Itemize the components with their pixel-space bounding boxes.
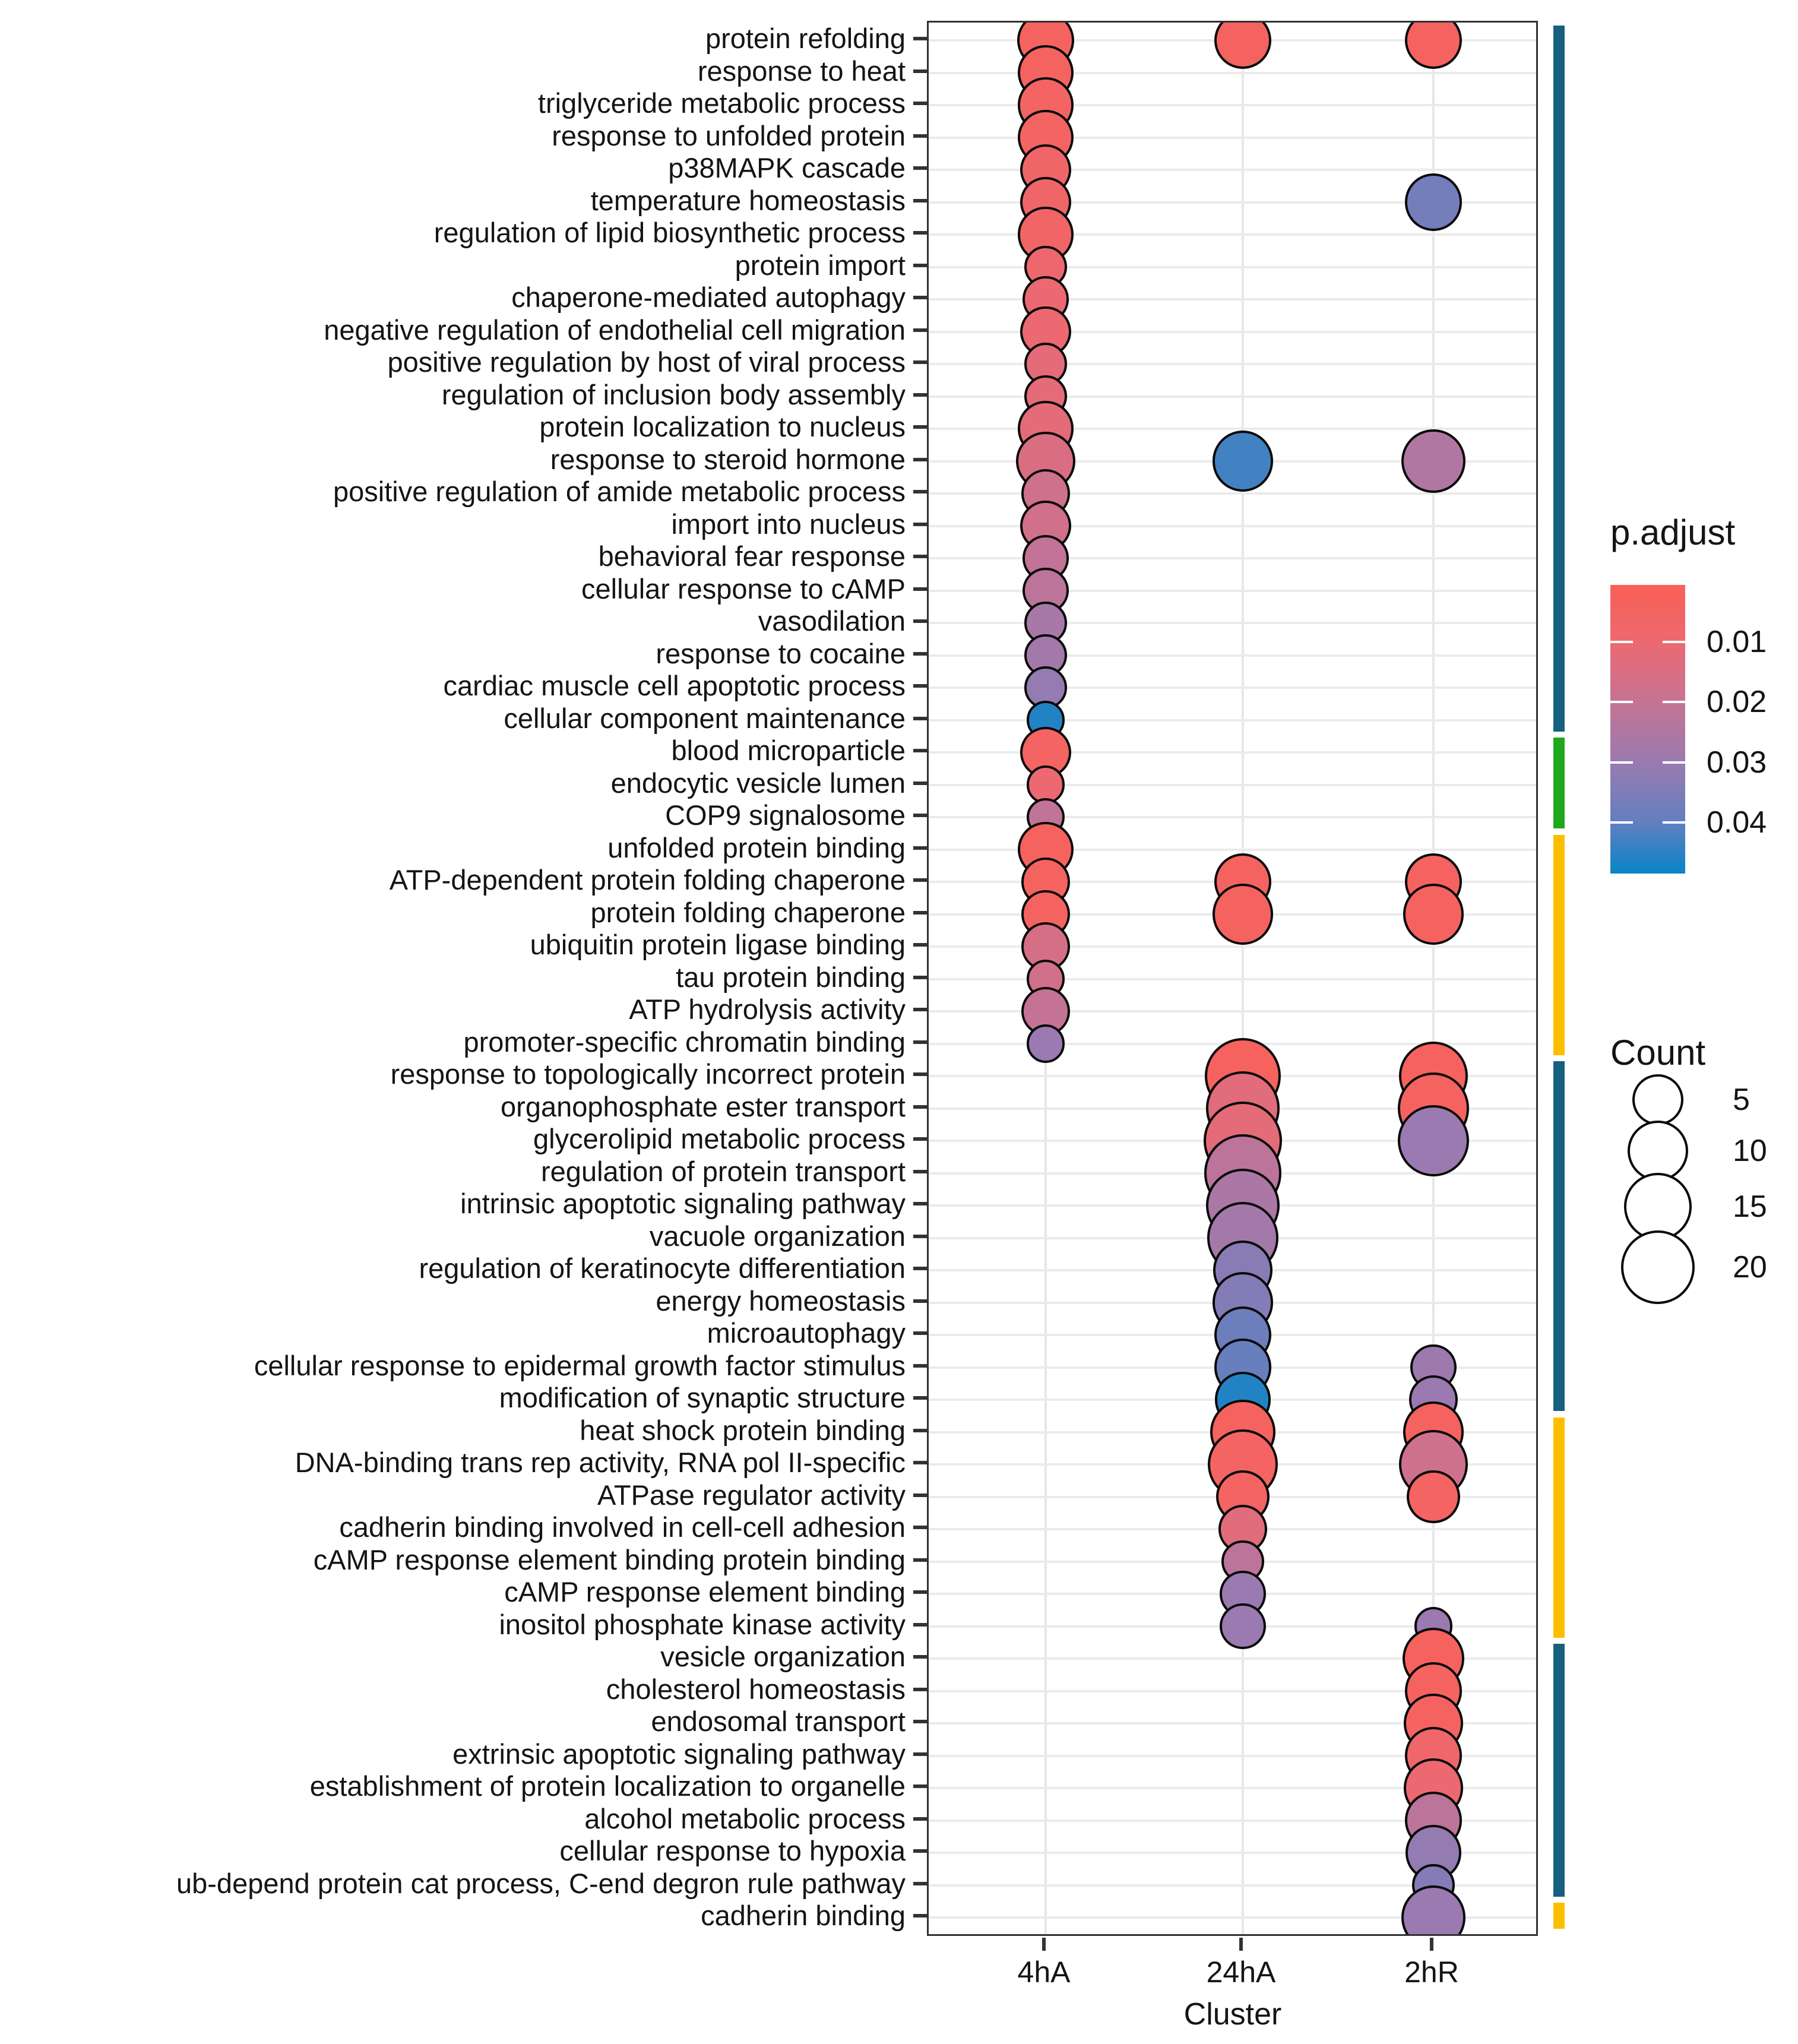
y-axis-label: intrinsic apoptotic signaling pathway [460, 1188, 906, 1219]
padjust-legend-title: p.adjust [1610, 512, 1736, 552]
colorbar-tick [1663, 821, 1685, 824]
category-bar-segment-bp [1553, 1061, 1565, 1411]
y-axis-label: cadherin binding involved in cell-cell adhesion [339, 1511, 906, 1543]
y-tick [913, 69, 927, 73]
y-tick [913, 1364, 927, 1368]
y-tick [913, 37, 927, 40]
y-axis-label: vacuole organization [649, 1220, 906, 1252]
y-axis-label: p38MAPK cascade [668, 152, 906, 183]
colorbar-tick [1663, 761, 1685, 764]
y-axis-label: ATP hydrolysis activity [629, 993, 906, 1025]
y-axis-label: unfolded protein binding [607, 831, 906, 863]
dot-24hA-term28 [1213, 884, 1273, 944]
y-tick [913, 1558, 927, 1562]
y-axis-label: positive regulation by host of viral process [387, 346, 906, 378]
y-tick [913, 1396, 927, 1400]
y-tick [913, 878, 927, 882]
gridline-horizontal [929, 590, 1536, 592]
y-axis-label: import into nucleus [671, 508, 906, 540]
y-axis-label: regulation of protein transport [541, 1155, 906, 1187]
dot-2hR-term1 [1405, 21, 1462, 69]
y-tick [913, 1526, 927, 1529]
y-axis-label: chaperone-mediated autophagy [511, 281, 906, 313]
y-tick [913, 1008, 927, 1011]
y-axis-label: protein localization to nucleus [539, 411, 906, 442]
y-tick [913, 523, 927, 526]
y-axis-label: glycerolipid metabolic process [533, 1123, 906, 1154]
y-tick [913, 360, 927, 364]
dot-24hA-term50 [1220, 1603, 1265, 1649]
y-axis-label: ubiquitin protein ligase binding [530, 929, 906, 960]
y-axis-label: modification of synaptic structure [499, 1382, 906, 1413]
y-tick [913, 555, 927, 558]
y-tick [913, 1817, 927, 1821]
y-axis-label: vasodilation [758, 605, 906, 637]
y-tick [913, 749, 927, 752]
count-legend-label-5: 5 [1733, 1083, 1750, 1117]
y-axis-label: regulation of keratinocyte differentiation [419, 1252, 906, 1284]
x-tick [1042, 1938, 1046, 1951]
y-tick [913, 976, 927, 979]
padjust-colorbar [1610, 585, 1685, 874]
y-axis-label: endosomal transport [651, 1706, 906, 1737]
y-axis-label: promoter-specific chromatin binding [463, 1026, 906, 1058]
dot-2hR-term46 [1407, 1470, 1460, 1524]
y-axis-label: ub-depend protein cat process, C-end degron rule pathway [176, 1867, 906, 1899]
x-axis-title: Cluster [1183, 1997, 1282, 2032]
y-tick [913, 846, 927, 850]
x-tick [1430, 1938, 1433, 1951]
y-tick [913, 619, 927, 623]
colorbar-tick [1610, 701, 1633, 703]
y-tick [913, 1655, 927, 1659]
y-tick [913, 1137, 927, 1141]
y-axis-label: DNA-binding trans rep activity, RNA pol II-specific [295, 1447, 906, 1478]
gridline-horizontal [929, 1010, 1536, 1012]
y-tick [913, 1429, 927, 1432]
y-tick [913, 684, 927, 688]
gridline-horizontal [929, 622, 1536, 624]
y-tick [913, 199, 927, 202]
y-axis-label: protein refolding [705, 23, 906, 54]
dot-2hR-term35 [1398, 1105, 1470, 1177]
dot-4hA-term32 [1027, 1024, 1065, 1062]
y-tick [913, 1040, 927, 1044]
category-bar-segment-cc [1553, 738, 1565, 828]
y-tick [913, 911, 927, 915]
y-tick [913, 1105, 927, 1109]
y-tick [913, 1623, 927, 1627]
y-tick [913, 652, 927, 656]
y-tick [913, 1882, 927, 1885]
y-axis-label: establishment of protein localization to organelle [309, 1770, 906, 1802]
y-axis-label: alcohol metabolic process [584, 1802, 906, 1834]
y-axis-label: protein import [735, 249, 906, 281]
y-axis-label: tau protein binding [676, 961, 906, 993]
y-tick [913, 1235, 927, 1238]
count-legend-circle-10 [1628, 1121, 1688, 1181]
y-axis-label: response to steroid hormone [550, 443, 906, 475]
count-legend-title: Count [1610, 1033, 1706, 1072]
y-axis-label: triglyceride metabolic process [537, 87, 906, 119]
y-axis-label: regulation of lipid biosynthetic process [433, 217, 906, 248]
y-axis-label: inositol phosphate kinase activity [499, 1608, 906, 1640]
gridline-horizontal [929, 363, 1536, 365]
x-axis-label-24hA: 24hA [1206, 1956, 1276, 1989]
y-tick [913, 166, 927, 170]
count-legend-label-15: 15 [1733, 1189, 1767, 1224]
y-axis-label: ATP-dependent protein folding chaperone [389, 864, 906, 896]
category-bar-segment-bp [1553, 26, 1565, 732]
y-tick [913, 814, 927, 817]
gridline-horizontal [929, 978, 1536, 980]
y-tick [913, 1267, 927, 1270]
y-tick [913, 1299, 927, 1303]
y-tick [913, 943, 927, 947]
y-axis-label: regulation of inclusion body assembly [441, 378, 906, 410]
category-bar-segment-mf [1553, 1417, 1565, 1638]
y-tick [913, 1914, 927, 1918]
y-tick [913, 1720, 927, 1723]
y-tick [913, 296, 927, 299]
count-legend-label-10: 10 [1733, 1134, 1767, 1168]
gridline-horizontal [929, 784, 1536, 786]
y-axis-label: organophosphate ester transport [501, 1090, 906, 1122]
y-axis-label: response to heat [697, 55, 906, 87]
y-axis-label: cholesterol homeostasis [606, 1673, 906, 1705]
y-tick [913, 458, 927, 461]
dot-24hA-term14 [1213, 431, 1273, 491]
count-legend-circle-20 [1621, 1230, 1695, 1305]
y-tick [913, 490, 927, 493]
y-tick [913, 328, 927, 332]
y-axis-label: response to unfolded protein [552, 119, 906, 151]
y-tick [913, 1494, 927, 1497]
y-axis-label: cellular response to cAMP [581, 572, 906, 605]
y-tick [913, 1461, 927, 1464]
dot-2hR-term59 [1401, 1885, 1465, 1936]
y-axis-label: cellular component maintenance [504, 702, 906, 734]
y-axis-label: cellular response to epidermal growth factor stimulus [254, 1349, 906, 1381]
y-tick [913, 102, 927, 105]
gridline-horizontal [929, 686, 1536, 689]
y-tick [913, 264, 927, 267]
y-axis-label: extrinsic apoptotic signaling pathway [452, 1738, 906, 1770]
dot-2hR-term6 [1405, 173, 1462, 230]
gridline-horizontal [929, 945, 1536, 948]
x-axis-label-4hA: 4hA [1017, 1956, 1071, 1989]
y-axis-label: response to topologically incorrect protein [390, 1058, 906, 1090]
y-axis-label: positive regulation of amide metabolic process [333, 476, 906, 507]
category-bar-segment-mf [1553, 1903, 1565, 1929]
y-axis-label: behavioral fear response [598, 540, 906, 572]
gridline-horizontal [929, 557, 1536, 559]
colorbar-tick [1610, 761, 1633, 764]
gridline-horizontal [929, 266, 1536, 268]
y-axis-label: endocytic vesicle lumen [610, 767, 906, 799]
gridline-horizontal [929, 395, 1536, 398]
dot-2hR-term14 [1401, 429, 1465, 493]
y-tick [913, 717, 927, 720]
y-tick [913, 425, 927, 429]
y-tick [913, 587, 927, 591]
y-axis-label: ATPase regulator activity [597, 1479, 906, 1511]
gridline-horizontal [929, 492, 1536, 495]
y-tick [913, 1170, 927, 1173]
colorbar-tick [1610, 821, 1633, 824]
y-axis-label: microautophagy [707, 1317, 906, 1349]
dot-24hA-term1 [1214, 21, 1271, 69]
category-bar-segment-mf [1553, 835, 1565, 1055]
y-tick [913, 231, 927, 235]
y-tick [913, 1590, 927, 1594]
y-axis-label: blood microparticle [671, 735, 906, 766]
colorbar-tick-label: 0.03 [1707, 745, 1767, 780]
colorbar-tick [1663, 641, 1685, 643]
y-tick [913, 1688, 927, 1691]
x-tick [1239, 1938, 1243, 1951]
y-axis-label: vesicle organization [660, 1641, 906, 1672]
colorbar-tick-label: 0.02 [1707, 685, 1767, 720]
gridline-horizontal [929, 654, 1536, 657]
y-axis-label: cardiac muscle cell apoptotic process [443, 670, 906, 701]
y-tick [913, 1331, 927, 1335]
colorbar-tick [1610, 641, 1633, 643]
count-legend-circle-5 [1632, 1074, 1683, 1125]
y-tick [913, 781, 927, 785]
y-axis-label: cellular response to hypoxia [559, 1835, 906, 1866]
count-legend-label-20: 20 [1733, 1250, 1767, 1284]
y-axis-label: cadherin binding [701, 1900, 906, 1931]
category-bar-segment-bp [1553, 1644, 1565, 1897]
dot-2hR-term28 [1403, 884, 1464, 944]
y-axis-label: cAMP response element binding protein binding [313, 1543, 906, 1575]
y-tick [913, 1752, 927, 1756]
y-tick [913, 1072, 927, 1076]
y-axis-label: response to cocaine [656, 637, 906, 669]
y-tick [913, 1849, 927, 1853]
colorbar-tick [1663, 701, 1685, 703]
gridline-horizontal [929, 816, 1536, 818]
gridline-horizontal [929, 719, 1536, 722]
x-axis-label-2hR: 2hR [1404, 1956, 1459, 1989]
y-axis-label: protein folding chaperone [590, 896, 906, 928]
gridline-horizontal [929, 298, 1536, 300]
y-tick [913, 1784, 927, 1788]
y-axis-label: heat shock protein binding [580, 1414, 906, 1446]
y-axis-label: negative regulation of endothelial cell migration [324, 314, 906, 346]
y-tick [913, 134, 927, 138]
y-axis-label: COP9 signalosome [665, 799, 906, 831]
y-tick [913, 1202, 927, 1205]
colorbar-tick-label: 0.04 [1707, 805, 1767, 840]
y-axis-label: cAMP response element binding [504, 1576, 906, 1608]
y-axis-label: energy homeostasis [656, 1284, 906, 1317]
colorbar-tick-label: 0.01 [1707, 625, 1767, 660]
y-axis-label: temperature homeostasis [590, 184, 906, 216]
y-tick [913, 393, 927, 397]
plot-panel [927, 21, 1538, 1936]
